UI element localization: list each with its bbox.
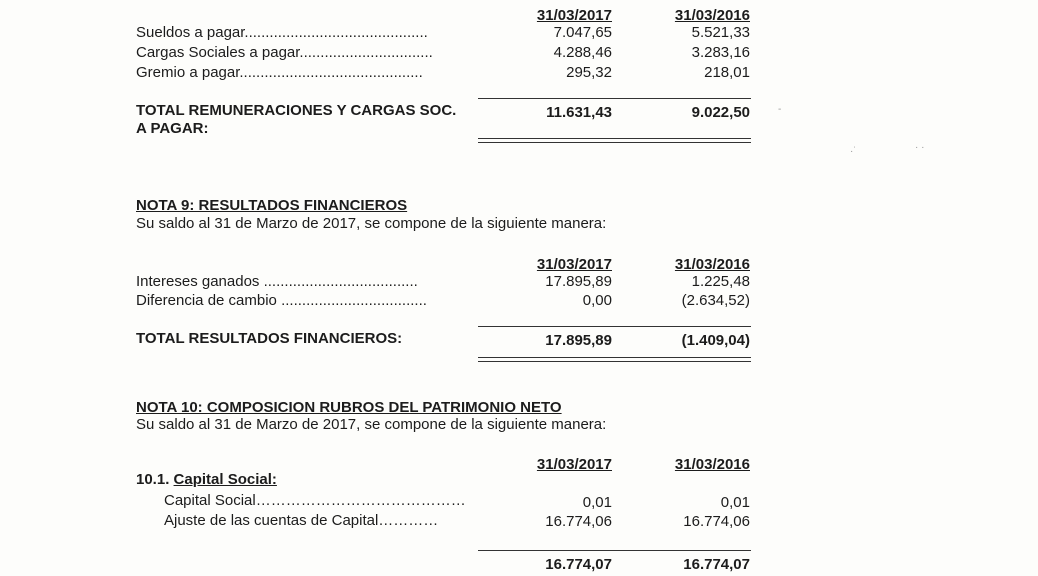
total-value-2016: 9.022,50 bbox=[691, 104, 750, 121]
row-value-2016: 0,01 bbox=[720, 494, 750, 511]
total-value-2017: 16.774,07 bbox=[545, 556, 612, 573]
subsection-heading bbox=[136, 471, 277, 488]
row-value-2016: 1.225,48 bbox=[691, 273, 750, 290]
row-value-2016: 5.521,33 bbox=[691, 24, 750, 41]
subtotal-rule bbox=[613, 550, 751, 551]
nota9-total-label: TOTAL RESULTADOS FINANCIEROS: bbox=[136, 330, 403, 347]
subsection-number: 10.1. bbox=[136, 471, 170, 488]
row-value-2017: 4.288,46 bbox=[553, 44, 612, 61]
col-header-2016: 31/03/2016 bbox=[674, 7, 750, 24]
col-header-2017: 31/03/2017 bbox=[536, 7, 612, 24]
col-header-2016: 31/03/2016 bbox=[674, 256, 750, 273]
subsection-title: Capital Social: bbox=[173, 471, 277, 488]
nota10-title: NOTA 10: COMPOSICION RUBROS DEL PATRIMONIO NETO bbox=[136, 399, 562, 416]
subtotal-rule bbox=[478, 550, 613, 551]
row-label-cargas: Cargas Sociales a pagar................................ bbox=[136, 44, 433, 61]
subtotal-rule bbox=[478, 326, 613, 327]
total-label-line1: TOTAL REMUNERACIONES Y CARGAS SOC. bbox=[136, 102, 457, 119]
col-header-2016: 31/03/2016 bbox=[674, 456, 750, 473]
row-label-capital-social: Capital Social…………………………………… bbox=[164, 492, 466, 509]
nota9-title: NOTA 9: RESULTADOS FINANCIEROS bbox=[136, 197, 408, 214]
row-value-2016: 3.283,16 bbox=[691, 44, 750, 61]
row-value-2017: 16.774,06 bbox=[545, 513, 612, 530]
scan-speck: - bbox=[778, 104, 782, 115]
total-value-2016: (1.409,04) bbox=[681, 332, 750, 349]
subtotal-rule bbox=[478, 98, 613, 99]
scan-speck: ·˙ bbox=[850, 146, 857, 157]
row-value-2017: 0,00 bbox=[582, 292, 612, 309]
row-label-diferencia: Diferencia de cambio ................................... bbox=[136, 292, 427, 309]
double-underline bbox=[478, 357, 751, 362]
nota9-intro: Su saldo al 31 de Marzo de 2017, se compone de la siguiente manera: bbox=[136, 215, 607, 232]
row-label-ajuste: Ajuste de las cuentas de Capital………… bbox=[164, 512, 439, 529]
nota10-intro: Su saldo al 31 de Marzo de 2017, se compone de la siguiente manera: bbox=[136, 416, 607, 433]
total-value-2017: 11.631,43 bbox=[546, 104, 612, 121]
row-label-sueldos: Sueldos a pagar............................................ bbox=[136, 24, 428, 41]
row-value-2017: 17.895,89 bbox=[545, 273, 612, 290]
row-value-2016: 16.774,06 bbox=[683, 513, 750, 530]
subtotal-rule bbox=[613, 326, 751, 327]
scan-speck: · · bbox=[915, 142, 925, 153]
row-label-gremio: Gremio a pagar............................................ bbox=[136, 64, 423, 81]
col-header-2017: 31/03/2017 bbox=[536, 256, 612, 273]
total-label-line2: A PAGAR: bbox=[136, 120, 209, 137]
total-value-2017: 17.895,89 bbox=[545, 332, 612, 349]
row-label-intereses: Intereses ganados ..................................... bbox=[136, 273, 418, 290]
row-value-2016: (2.634,52) bbox=[681, 292, 750, 309]
row-value-2017: 0,01 bbox=[582, 494, 612, 511]
subtotal-rule bbox=[613, 98, 751, 99]
total-value-2016: 16.774,07 bbox=[683, 556, 750, 573]
row-value-2017: 7.047,65 bbox=[553, 24, 612, 41]
double-underline bbox=[478, 138, 751, 143]
row-value-2017: 295,32 bbox=[566, 64, 612, 81]
col-header-2017: 31/03/2017 bbox=[536, 456, 612, 473]
row-value-2016: 218,01 bbox=[704, 64, 750, 81]
